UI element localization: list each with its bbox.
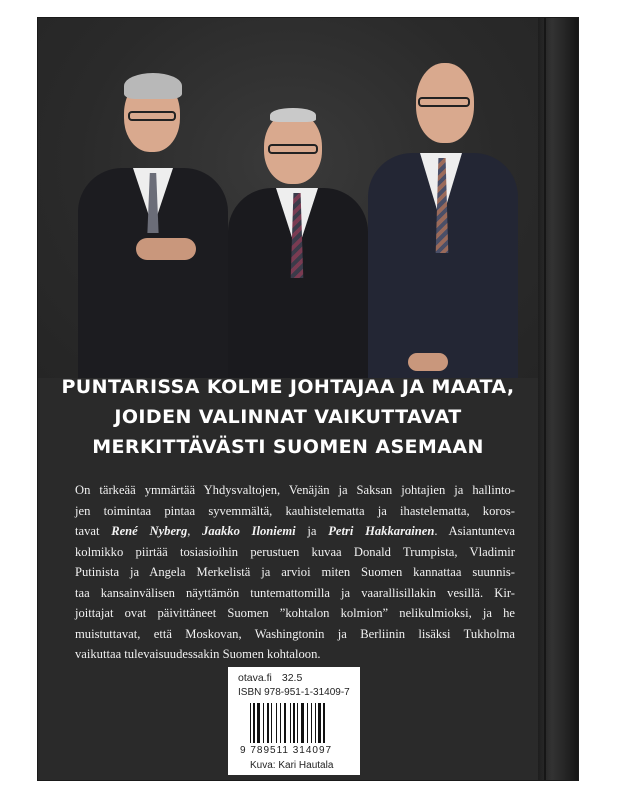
barcode-bar <box>284 703 286 743</box>
description-line: vaikuttaa tulevaisuudessakin Suomen kohtaloon. <box>75 647 321 661</box>
description-line: muistuttavat, että Moskovan, Washingtonin ja Berliinin lisäksi Tukholma <box>75 626 515 641</box>
headline-line: PUNTARISSA KOLME JOHTAJAA JA MAATA, <box>61 376 515 398</box>
barcode-bar <box>323 703 325 743</box>
barcode-bar <box>301 703 304 743</box>
description-line: kolmikko piirtää tosiasioihin perustuen kuvaa Donald Trumpista, Vladimir <box>75 544 515 559</box>
barcode-bar <box>315 703 316 743</box>
barcode-bar <box>280 703 281 743</box>
barcode-bar <box>318 703 321 743</box>
spine-hinge-line <box>544 18 546 780</box>
headline-line: MERKITTÄVÄSTI SUOMEN ASEMAAN <box>92 436 484 458</box>
author-photo-middle <box>228 108 368 378</box>
authors-photo <box>38 18 538 378</box>
barcode-bar <box>290 703 291 743</box>
author-photo-left <box>78 73 228 373</box>
barcode-bar <box>250 703 251 743</box>
description-line: On tärkeää ymmärtää Yhdysvaltojen, Venäjän ja Saksan johtajien ja hallinto- <box>75 483 515 497</box>
headline <box>38 372 538 462</box>
barcode-bar <box>297 703 298 743</box>
barcode-bar <box>267 703 269 743</box>
barcode-bar <box>263 703 264 743</box>
barcode-bars <box>250 703 346 743</box>
author-photo-right <box>368 63 518 378</box>
author-name: Jaakko Iloniemi <box>202 524 296 538</box>
publisher-price <box>238 672 302 684</box>
description-line: Putinista ja Angela Merkelistä ja arvioi miten Suomen kannattaa suunnis- <box>75 565 515 579</box>
author-name: Petri Hakkarainen <box>328 524 435 538</box>
headline-line: JOIDEN VALINNAT VAIKUTTAVAT <box>114 406 462 428</box>
book-description <box>75 480 515 665</box>
description-line: jen toimintaa pintaa syvemmältä, kauhistelematta ja ihastelematta, koros- <box>75 503 515 518</box>
price-code: 32.5 <box>281 672 303 684</box>
barcode-bar <box>307 703 308 743</box>
barcode-bar <box>257 703 260 743</box>
barcode-bar <box>293 703 295 743</box>
isbn-text: ISBN 978-951-1-31409-7 <box>238 687 350 698</box>
barcode-bar <box>253 703 255 743</box>
description-line: taa kansainvälisen näyttämön tuntemattomilla ja vaarallisillakin vesillä. Kir- <box>75 585 515 600</box>
photo-credit: Kuva: Kari Hautala <box>250 760 334 771</box>
barcode-bar <box>311 703 312 743</box>
publisher-site: otava.fi <box>238 672 272 684</box>
barcode-bar <box>271 703 272 743</box>
description-line: tavat René Nyberg, Jaakko Iloniemi ja Petri Hakkarainen. Asiantunteva <box>75 524 515 538</box>
barcode-bar <box>276 703 277 743</box>
barcode-label <box>228 667 360 775</box>
author-name: René Nyberg <box>111 524 188 538</box>
description-line: joittajat ovat päivittäneet Suomen ”kohtalon kolmion” nelikulmioksi, ja he <box>75 606 515 620</box>
barcode-number: 9 789511 314097 <box>240 745 333 756</box>
